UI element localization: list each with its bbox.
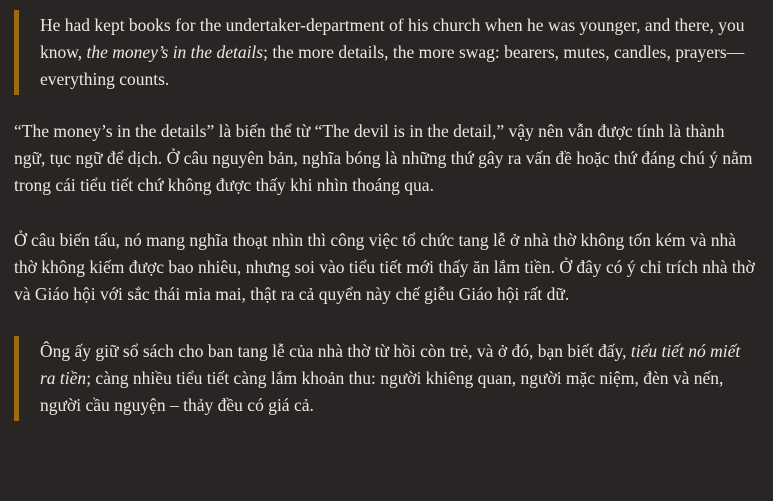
quote-vietnamese-italic-phrase: tiểu tiết nó miết ra tiền [40, 341, 741, 388]
blockquote-vietnamese-translation [14, 336, 757, 421]
paragraph-variant-meaning: Ở câu biến tấu, nó mang nghĩa thoạt nhìn thì công việc tổ chức tang lễ ở nhà thờ không tốn kém và nhà thờ không kiếm được bao nhiêu, nhưng soi vào tiểu tiết mới thấy ăn lắm tiền. Ở đây có ý chỉ trích nhà thờ và Giáo hội với sắc thái mỉa mai, thật ra cả quyển này chế giễu Giáo hội rất dữ. [14, 230, 755, 304]
quote-english-italic-phrase: the money’s in the details [86, 42, 264, 62]
blockquote-english-original [14, 10, 757, 95]
quote-english-text-before: He had kept books for the undertaker-department of his church when he was younger, and there, you know, [40, 15, 745, 62]
quote-vietnamese-text-before: Ông ấy giữ sổ sách cho ban tang lễ của nhà thờ từ hồi còn trẻ, và ở đó, bạn biết đấy, [40, 341, 631, 361]
quote-vietnamese-text-after: ; càng nhiều tiểu tiết càng lắm khoản thu: người khiêng quan, người mặc niệm, đèn và nến, người cầu nguyện – thảy đều có giá cả. [40, 368, 724, 415]
paragraph-idiom-origin: “The money’s in the details” là biến thể từ “The devil is in the detail,” vậy nên vẫn được tính là thành ngữ, tục ngữ để dịch. Ở câu nguyên bản, nghĩa bóng là những thứ gây ra vấn đề hoặc thứ đáng chú ý nằm trong cái tiểu tiết chứ không được thấy khi nhìn thoáng qua. [14, 121, 753, 195]
quote-english-text-after: ; the more details, the more swag: bearers, mutes, candles, prayers—everything counts. [40, 42, 745, 89]
